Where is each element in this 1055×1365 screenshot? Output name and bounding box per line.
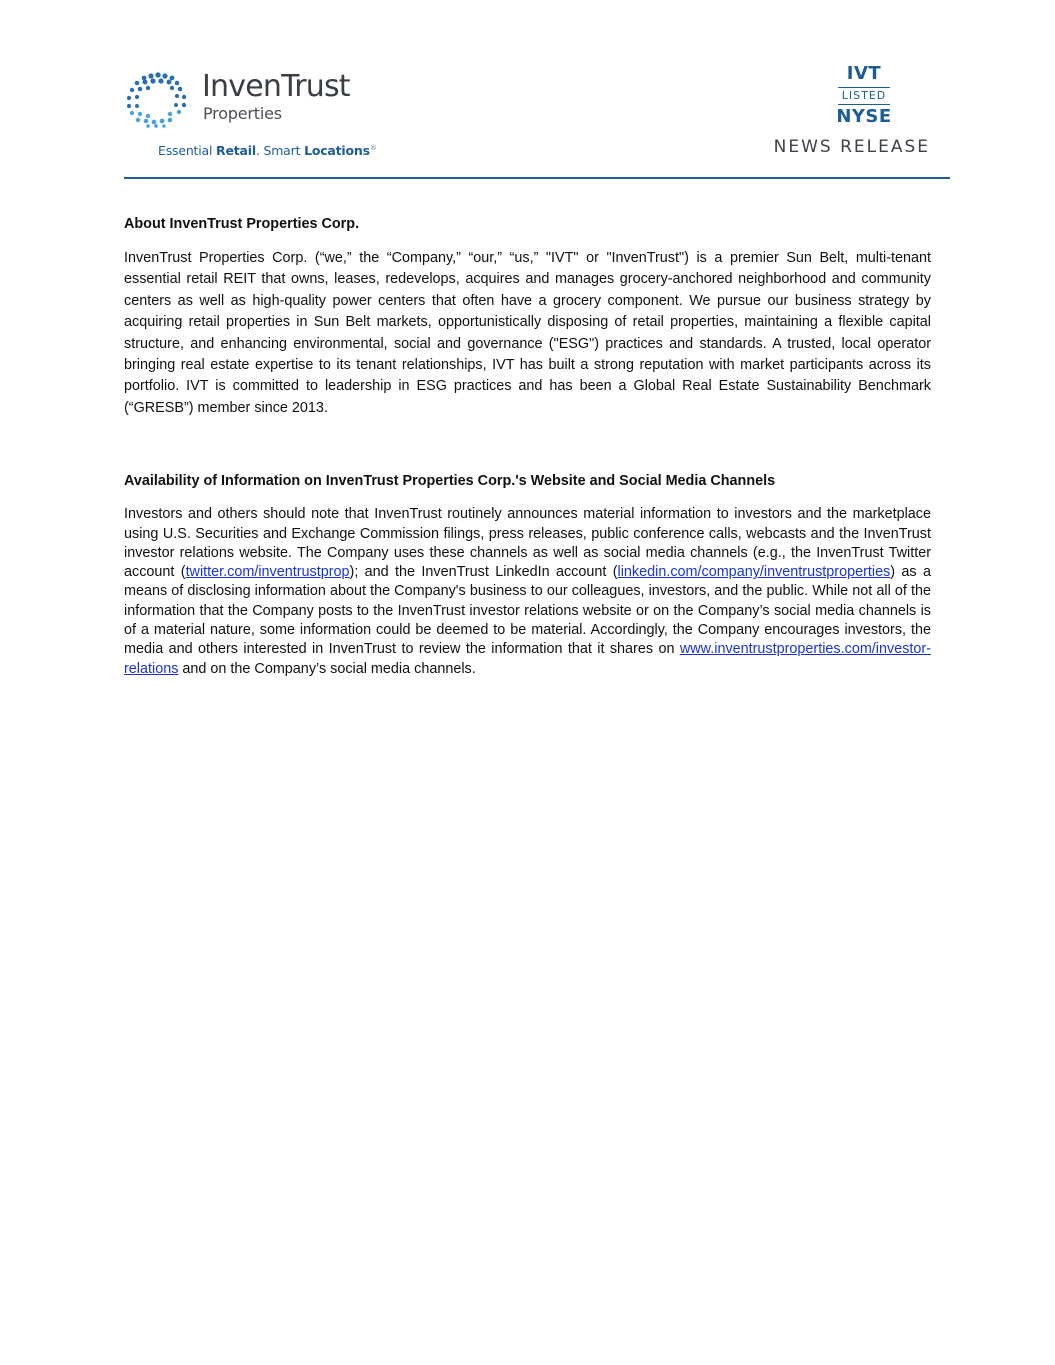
about-paragraph: InvenTrust Properties Corp. (“we,” the “Company,” “our,” “us,” "IVT" or "InvenTrust") is a premier Sun Belt, multi-tenant essential retail REIT that owns, leases, redevelops, acquires and manages grocery-anchored neighborhood and community centers as well as high-quality power centers that often have a grocery component. We pursue our business strategy by acquiring retail properties in Sun Belt markets, opportunistically disposing of retail properties, maintaining a flexible capital structure, and enhancing environmental, social and governance ("ESG") practices and standards. A trusted, local operator bringing real estate expertise to its tenant relationships, IVT has built a strong reputation with market participants across its portfolio. IVT is committed to leadership in ESG practices and has been a Global Real Estate Sustainability Benchmark (“GRESB”) member since 2013. bbox=[124, 250, 931, 416]
paragraph-text: ); and the InvenTrust LinkedIn account ( bbox=[349, 564, 618, 581]
tagline-part: Locations bbox=[304, 143, 370, 159]
ticker-symbol: IVT bbox=[846, 63, 882, 84]
registered-mark: ® bbox=[369, 144, 377, 152]
tagline-part: Essential bbox=[158, 143, 217, 159]
ticker-badge bbox=[834, 64, 894, 127]
availability-paragraph bbox=[124, 505, 931, 679]
twitter-link[interactable]: twitter.com/inventrustprop bbox=[185, 564, 350, 581]
availability-heading: Availability of Information on InvenTrust Properties Corp.'s Website and Social Media Channels bbox=[124, 473, 776, 490]
about-heading: About InvenTrust Properties Corp. bbox=[124, 216, 360, 232]
investor-relations-link[interactable]: www.inventrustproperties.com/investor-relations bbox=[124, 641, 931, 677]
document-body bbox=[124, 214, 931, 679]
news-release-label: NEWS RELEASE bbox=[773, 137, 930, 157]
paragraph-text: ) as a means of disclosing information about the Company's business to our colleagues, investors, and the public. While not all of the information that the Company posts to the InvenTrust investor relations website or on the Company’s social media channels is of a material nature, some information could be deemed to be material. Accordingly, the Company encourages investors, the media and others interested in InvenTrust to review the information that it shares on bbox=[124, 564, 931, 658]
header-divider bbox=[124, 177, 950, 179]
paragraph-text: Investors and others should note that InvenTrust routinely announces material information to investors and the marketplace using U.S. Securities and Exchange Commission filings, press releases, public conference calls, webcasts and the InvenTrust investor relations website. The Company uses these channels as well as social media channels (e.g., the InvenTrust Twitter account ( bbox=[124, 506, 931, 581]
logo-name: InvenTrust bbox=[202, 69, 350, 104]
tagline-part: Retail bbox=[216, 143, 256, 159]
logo-subtitle: Properties bbox=[203, 104, 282, 123]
tagline bbox=[158, 140, 377, 159]
ticker-listed: LISTED bbox=[838, 87, 890, 105]
linkedin-link[interactable]: linkedin.com/company/inventrustproperties bbox=[617, 564, 891, 581]
ticker-exchange: NYSE bbox=[836, 106, 892, 127]
tagline-part: . Smart bbox=[255, 143, 305, 159]
inventrust-logo-icon bbox=[124, 70, 188, 128]
paragraph-text: and on the Company’s social media channels. bbox=[178, 660, 476, 677]
